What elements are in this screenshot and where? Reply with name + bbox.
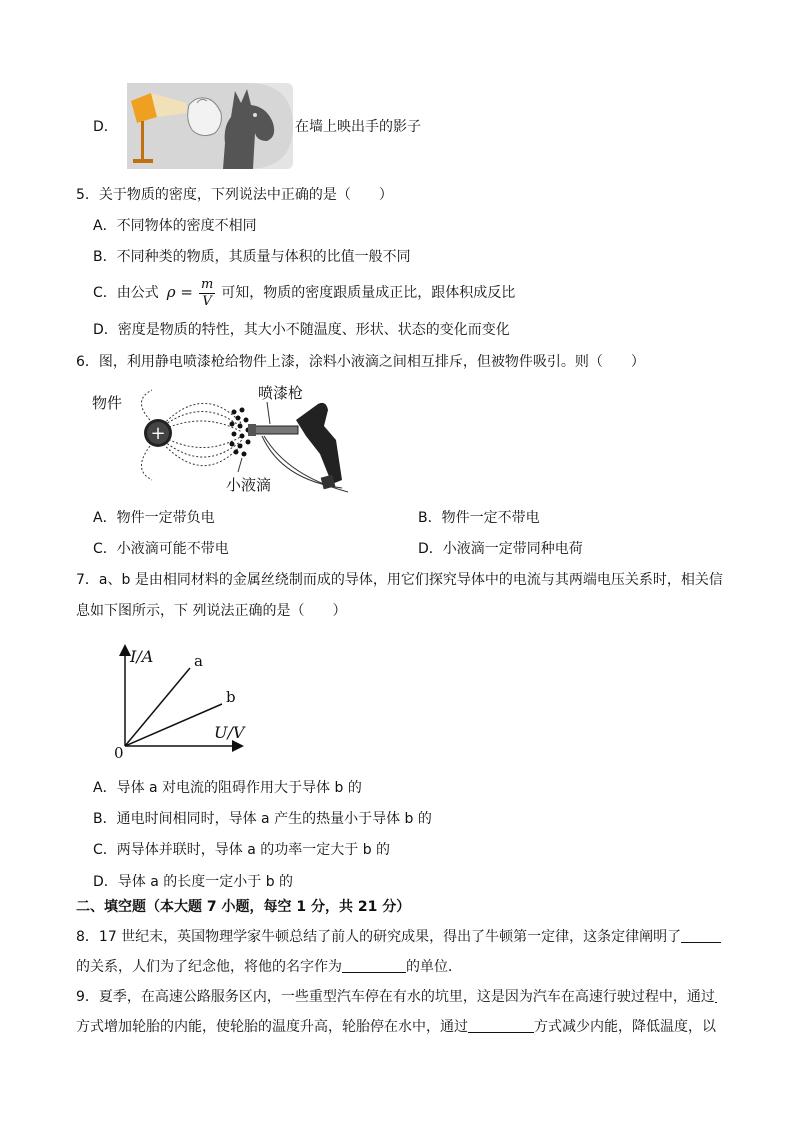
q9-line2 — [76, 1017, 716, 1037]
q5-option-a: A．不同物体的密度不相同 — [93, 218, 257, 234]
line-b-label: b — [226, 688, 236, 706]
q9-text-part2: 方式增加轮胎的内能，使轮胎的温度升高，轮胎停在水中，通过 — [76, 1019, 468, 1035]
q8-text-part2: 的关系，人们为了纪念他，将他的名字作为 — [76, 959, 342, 975]
q7-option-c: C．两导体并联时，导体 a 的功率一定大于 b 的 — [93, 842, 391, 858]
q8-text-part3: 的单位． — [406, 959, 462, 975]
line-b — [125, 704, 222, 746]
section-heading-fill-in: 二、填空题（本大题 7 小题，每空 1 分，共 21 分） — [76, 899, 411, 915]
density-formula-rho: ρ = — [166, 283, 193, 301]
q9-blank-1[interactable] — [715, 988, 717, 1003]
q9-blank-2[interactable] — [468, 1018, 534, 1033]
q8-blank-1[interactable] — [681, 928, 721, 943]
label-object: 物件 — [92, 394, 123, 412]
q5-option-d: D．密度是物质的特性，其大小不随温度、形状、状态的变化而变化 — [93, 322, 510, 338]
q9-line1 — [76, 987, 717, 1007]
q6-option-a: A．物件一定带负电 — [93, 510, 215, 526]
q8-line1 — [76, 927, 721, 947]
q6-option-c: C．小液滴可能不带电 — [93, 541, 229, 557]
q6-option-d: D．小液滴一定带同种电荷 — [418, 541, 583, 557]
q9-text-part3: 方式减少内能，降低温度，以 — [534, 1019, 716, 1035]
formula-denominator: V — [202, 293, 212, 309]
label-droplets: 小液滴 — [226, 476, 272, 494]
object-charge-symbol: + — [150, 423, 166, 444]
q7-stem-line2: 息如下图所示，下 列说法正确的是（ ） — [76, 603, 347, 619]
iu-graph — [110, 642, 260, 760]
hand-shadow-image — [127, 83, 293, 169]
q5-option-c-suffix: 可知，物质的密度跟质量成正比，跟体积成反比 — [221, 285, 516, 301]
q6-stem: 6．图，利用静电喷漆枪给物件上漆，涂料小液滴之间相互排斥，但被物件吸引。则（ ） — [76, 354, 645, 370]
q8-text-part1: 8．17 世纪末，英国物理学家牛顿总结了前人的研究成果，得出了牛顿第一定律，这条定律阐明了 — [76, 929, 682, 945]
line-a-label: a — [194, 652, 203, 670]
origin-label: 0 — [114, 744, 124, 760]
q7-option-b: B．通电时间相同时，导体 a 产生的热量小于导体 b 的 — [93, 811, 432, 827]
label-spray-gun: 喷漆枪 — [258, 384, 304, 402]
q5-option-b: B．不同种类的物质，其质量与体积的比值一般不同 — [93, 249, 411, 265]
q4-option-d-letter: D． — [93, 119, 118, 135]
q7-option-d: D．导体 a 的长度一定小于 b 的 — [93, 874, 294, 890]
line-a — [125, 668, 190, 746]
formula-numerator: m — [200, 276, 214, 292]
q7-stem-line1: 7．a、b 是由相同材料的金属丝绕制而成的导体，用它们探究导体中的电流与其两端电压关系时，相关信 — [76, 572, 723, 588]
density-formula-fraction — [199, 277, 215, 310]
q9-text-part1: 9．夏季，在高速公路服务区内，一些重型汽车停在有水的坑里，这是因为汽车在高速行驶过程中，通过 — [76, 989, 715, 1005]
x-axis-label: U/V — [214, 723, 245, 742]
q5-stem: 5．关于物质的密度，下列说法中正确的是（ ） — [76, 187, 393, 203]
q4-option-d-text: 在墙上映出手的影子 — [295, 119, 421, 135]
q5-option-c-prefix: C．由公式 — [93, 285, 159, 301]
q8-line2 — [76, 957, 462, 977]
q7-option-a: A．导体 a 对电流的阻碍作用大于导体 b 的 — [93, 780, 362, 796]
q5-option-c — [93, 275, 515, 310]
y-axis-label: I/A — [130, 647, 154, 666]
q6-option-b: B．物件一定不带电 — [418, 510, 540, 526]
q8-blank-2[interactable] — [342, 958, 406, 973]
spray-gun-figure — [92, 380, 356, 498]
